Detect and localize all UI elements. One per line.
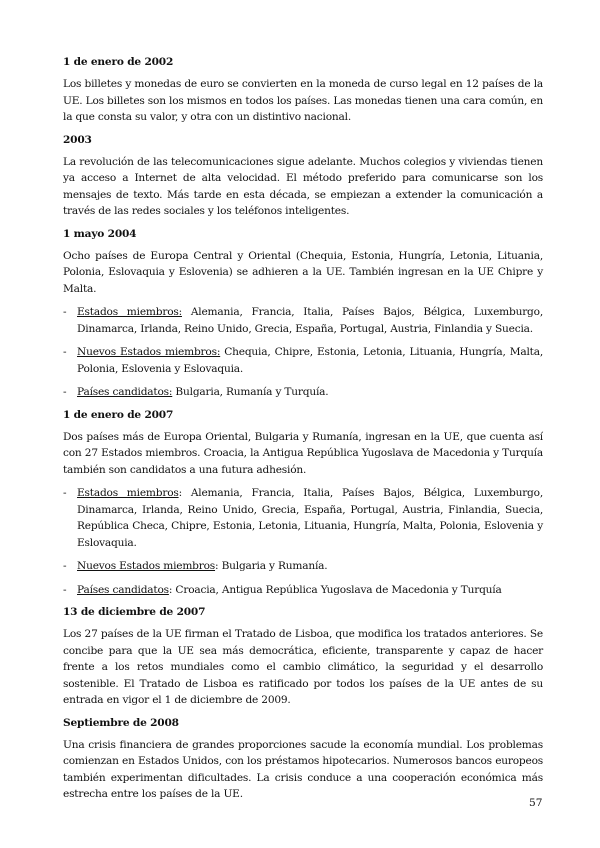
item-label: Estados miembros: xyxy=(77,306,182,318)
section-body: Ocho países de Europa Central y Oriental (Chequia, Estonia, Hungría, Letonia, Lituania, Polonia, Eslovaquia y Eslovenia) se adhieren a la UE. También ingresan en la UE Chipre y Malta. xyxy=(63,249,543,295)
section-heading: 1 mayo 2004 xyxy=(63,227,137,240)
list-item: - Países candidatos: Croacia, Antigua República Yugoslava de Macedonia y Turquía xyxy=(63,583,502,596)
list-item: - Estados miembros: Alemania, Francia, Italia, Países Bajos, Bélgica, Luxemburgo, Dinamarca, Irlanda, Reino Unido, Grecia, España, Portugal, Austria, Finlandia, Suecia, República Checa, Chipre, Estonia, Letonia, Lituania, Hungría, Malta, Polonia, Eslovenia y Eslovaquia. xyxy=(63,487,543,549)
section-body: Los 27 países de la UE firman el Tratado de Lisboa, que modifica los tratados anteriores. Se concibe para que la UE sea más democrática, eficiente, transparente y capaz de hacer frente a los retos mundiales como el cambio climático, la seguridad y el desarrollo sostenible. El Tratado de Lisboa es ratificado por todos los países de la UE antes de su entrada en vigor el 1 de diciembre de 2009. xyxy=(63,628,543,706)
section-2004 xyxy=(63,227,543,401)
section-body: Los billetes y monedas de euro se convierten en la moneda de curso legal en 12 países de la UE. Los billetes son los mismos en todos los países. Las monedas tienen una cara común, en la que consta su valor, y otra con un distintivo nacional. xyxy=(63,78,543,123)
section-body: La revolución de las telecomunicaciones sigue adelante. Muchos colegios y viviendas tienen ya acceso a Internet de alta velocidad. El método preferido para comunicarse son los mensajes de texto. Más tarde en esta década, se empiezan a extender la comunicación a través de las redes sociales y los teléfonos inteligentes. xyxy=(63,155,543,217)
section-heading: 1 de enero de 2007 xyxy=(63,408,174,421)
section-body: Una crisis financiera de grandes proporciones sacude la economía mundial. Los problemas comienzan en Estados Unidos, con los préstamos hipotecarios. Numerosos bancos europeos también experimentan dificultades. La crisis conduce a una cooperación económica más estrecha entre los países de la UE. xyxy=(63,738,543,800)
page-content xyxy=(63,55,543,810)
item-label: Países candidatos xyxy=(77,583,169,596)
item-label: Nuevos Estados miembros: xyxy=(77,346,221,358)
item-label: Países candidatos: xyxy=(77,386,173,398)
list-item: - Estados miembros: Alemania, Francia, Italia, Países Bajos, Bélgica, Luxemburgo, Dinamarca, Irlanda, Reino Unido, Grecia, España, Portugal, Austria, Finlandia y Suecia. xyxy=(63,306,543,335)
section-heading: Septiembre de 2008 xyxy=(63,716,179,729)
section-heading: 2003 xyxy=(63,133,92,146)
section-2002 xyxy=(63,55,543,126)
section-2008 xyxy=(63,716,543,803)
member-list xyxy=(63,485,543,598)
item-text: : Croacia, Antigua República Yugoslava de Macedonia y Turquía xyxy=(168,583,502,596)
list-item: - Nuevos Estados miembros: Chequia, Chipre, Estonia, Letonia, Lituania, Hungría, Malta, Polonia, Eslovenia y Eslovaquia. xyxy=(63,346,543,375)
section-body: Dos países más de Europa Oriental, Bulgaria y Rumanía, ingresan en la UE, que cuenta así con 27 Estados miembros. Croacia, la Antigua República Yugoslava de Macedonia y Turquía también son candidatos a una futura adhesión. xyxy=(63,430,543,476)
section-2007-january xyxy=(63,408,543,599)
item-text: : Alemania, Francia, Italia, Países Bajos, Bélgica, Luxemburgo, Dinamarca, Irlanda, Reino Unido, Grecia, España, Portugal, Austria, Finlandia, Suecia, República Checa, Chipre, Estonia, Letonia, Lituania, Hungría, Malta, Polonia, Eslovenia y Eslovaquia. xyxy=(77,487,543,549)
page-number: 57 xyxy=(529,797,543,809)
list-item: - Nuevos Estados miembros: Bulgaria y Rumanía. xyxy=(63,560,328,572)
section-heading: 1 de enero de 2002 xyxy=(63,56,174,68)
section-2003 xyxy=(63,133,543,220)
section-2007-december xyxy=(63,605,543,709)
section-heading: 13 de diciembre de 2007 xyxy=(63,606,206,618)
item-text: : Bulgaria y Rumanía. xyxy=(215,560,328,572)
item-text: Alemania, Francia, Italia, Países Bajos, Bélgica, Luxemburgo, Dinamarca, Irlanda, Reino Unido, Grecia, España, Portugal, Austria, Finlandia y Suecia. xyxy=(77,306,543,335)
item-text: Chequia, Chipre, Estonia, Letonia, Lituania, Hungría, Malta, Polonia, Eslovenia y Eslovaquia. xyxy=(77,346,543,375)
list-item: - Países candidatos: Bulgaria, Rumanía y Turquía. xyxy=(63,386,329,398)
member-list xyxy=(63,304,543,401)
item-label: Nuevos Estados miembros xyxy=(77,560,216,572)
item-text: Bulgaria, Rumanía y Turquía. xyxy=(172,386,329,398)
item-label: Estados miembros xyxy=(77,487,179,499)
